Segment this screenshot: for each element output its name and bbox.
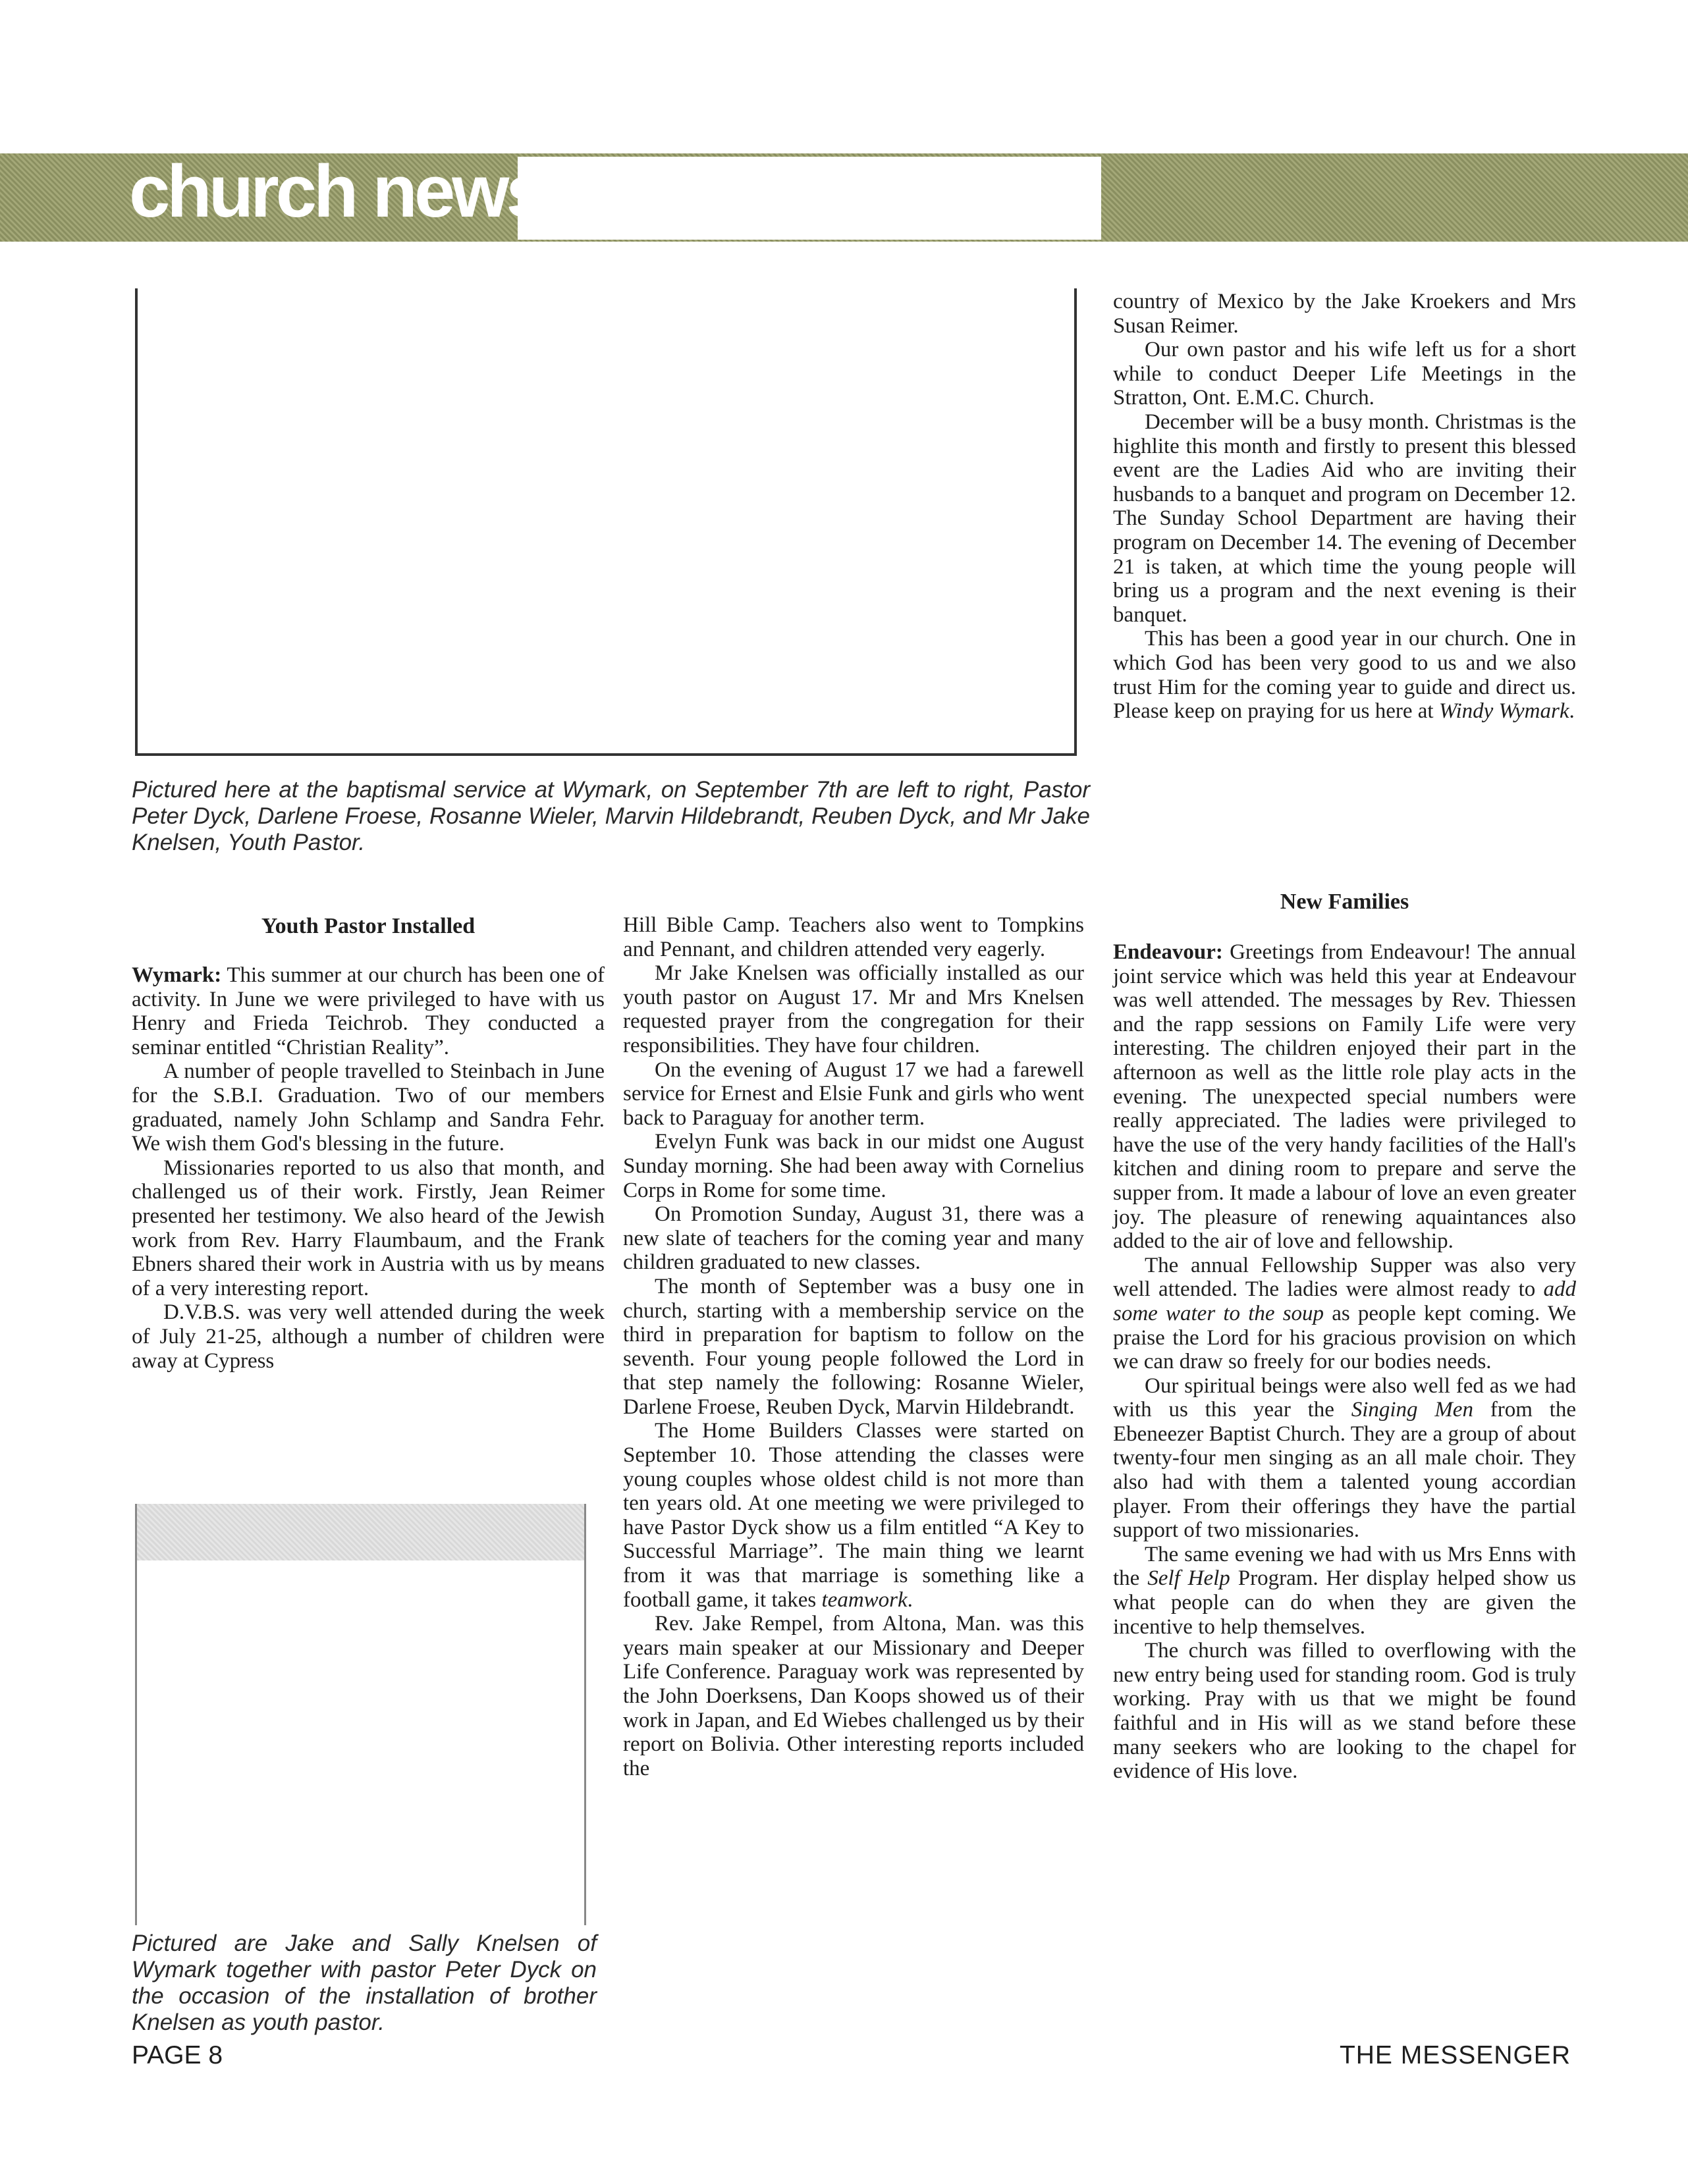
paragraph: Evelyn Funk was back in our midst one August Sunday morning. She had been away with Cornelius Corps in Rome for some time. (623, 1130, 1084, 1202)
paragraph: The same evening we had with us Mrs Enns with the Self Help Program. Her display helped show us what people can do when they are given the incentive to help themselves. (1113, 1542, 1577, 1639)
publication-name: THE MESSENGER (1339, 2041, 1571, 2069)
page-number: PAGE 8 (132, 2041, 223, 2069)
paragraph: The annual Fellowship Supper was also very well attended. The ladies were almost ready to add some water to the soup as people kept coming. We praise the Lord for his gracious provision on which we can draw so freely for our bodies needs. (1113, 1253, 1576, 1374)
paragraph: Hill Bible Camp. Teachers also went to Tompkins and Pennant, and children attended very eagerly. (623, 913, 1084, 961)
paragraph: The Home Builders Classes were started on September 10. Those attending the classes were young couples whose oldest child is not more than ten years old. At one meeting we were privileged to have Pastor Dyck show us a film entitled “A Key to Successful Marriage”. The main thing we learnt from it was that marriage is something like a football game, it takes teamwork. (623, 1419, 1084, 1612)
location-lead: Wymark: (132, 963, 222, 987)
baptism-photo (135, 288, 1077, 756)
paragraph: The church was filled to overflowing with the new entry being used for standing room. God is truly working. Pray with us that we might be found faithful and in His will as we stand before these many seekers who are looking to the chapel for evidence of His love. (1113, 1639, 1576, 1784)
baptism-photo-caption: Pictured here at the baptismal service at Wymark, on September 7th are left to right, Pastor Peter Dyck, Darlene Froese, Rosanne Wieler, Marvin Hildebrandt, Reuben Dyck, and Mr Jake Knelsen, Youth Pastor. (132, 777, 1090, 855)
column-1 (132, 913, 605, 1373)
paragraph: A number of people travelled to Steinbach in June for the S.B.I. Graduation. Two of our members graduated, namely John Schlamp and Sandra Fehr. We wish them God's blessing in the future. (132, 1059, 605, 1156)
article-heading-youth-pastor: Youth Pastor Installed (261, 914, 476, 938)
paragraph: Wymark: This summer at our church has been one of activity. In June we were privileged to have with us Henry and Frieda Teichrob. They conducted a seminar entitled “Christian Reality”. (132, 963, 605, 1059)
article-heading-new-families: New Families (1280, 890, 1409, 914)
paragraph: December will be a busy month. Christmas is the highlite this month and firstly to present this blessed event are the Ladies Aid who are inviting their husbands to a banquet and program on December 12. The Sunday School Department are having their program on December 14. The evening of December 21 is taken, at which time the young people will bring us a program and the next evening is their banquet. (1113, 410, 1576, 627)
paragraph: The month of September was a busy one in church, starting with a membership service on the third in preparation for baptism to follow on the seventh. Four young people followed the Lord in that step namely the following: Rosanne Wieler, Darlene Froese, Reuben Dyck, Marvin Hildebrandt. (623, 1274, 1084, 1419)
photo-top-strip (137, 1504, 584, 1560)
paragraph: Missionaries reported to us also that month, and challenged us of their work. Firstly, Jean Reimer presented her testimony. We also heard of the Jewish work from Rev. Harry Flaumbaum, and the Frank Ebners shared their work in Austria with us by means of a very interesting report. (132, 1156, 605, 1300)
header-white-panel (518, 157, 1101, 240)
location-lead: Endeavour: (1113, 940, 1223, 964)
paragraph: On Promotion Sunday, August 31, there was a new slate of teachers for the coming year and many children graduated to new classes. (623, 1202, 1084, 1275)
paragraph: Mr Jake Knelsen was officially installed as our youth pastor on August 17. Mr and Mrs Knelsen requested prayer from the congregation for their responsibilities. They have four children. (623, 961, 1084, 1057)
knelsen-photo (135, 1504, 586, 1925)
paragraph: Endeavour: Greetings from Endeavour! The annual joint service which was held this year at Endeavour was well attended. The messages by Rev. Thiessen and the rapp sessions on Family Life were very interesting. The children enjoyed their part in the afternoon as well as the little role play acts in the evening. The unexpected special numbers were really appreciated. The ladies were privileged to have the use of the very handy facilities of the Hall's kitchen and dining room to prepare and serve the supper from. It made a labour of love an even greater joy. The pleasure of renewing aquaintances also added to the air of love and fellowship. (1113, 940, 1576, 1254)
section-title: church news (129, 150, 544, 232)
paragraph: Rev. Jake Rempel, from Altona, Man. was this years main speaker at our Missionary and Deeper Life Conference. Paraguay work was represented by the John Doerksens, Dan Koops showed us of their work in Japan, and Ed Wiebes challenged us by their report on Bolivia. Other interesting reports included the (623, 1612, 1084, 1780)
paragraph: country of Mexico by the Jake Kroekers and Mrs Susan Reimer. (1113, 290, 1576, 338)
column-3 (1113, 889, 1576, 1784)
paragraph: Our own pastor and his wife left us for a short while to conduct Deeper Life Meetings in the Stratton, Ont. E.M.C. Church. (1113, 338, 1576, 410)
column-2 (623, 913, 1084, 1780)
knelsen-photo-caption: Pictured are Jake and Sally Knelsen of Wymark together with pastor Peter Dyck on the occasion of the installation of brother Knelsen as youth pastor. (132, 1931, 597, 2035)
column-3-top (1113, 290, 1576, 724)
paragraph: Our spiritual beings were also well fed as we had with us this year the Singing Men from the Ebeneezer Baptist Church. They are a group of about twenty-four men singing as an all male choir. They also had with them a talented young accordian player. From their offerings they have the partial support of two missionaries. (1113, 1373, 1576, 1543)
paragraph: D.V.B.S. was very well attended during the week of July 21-25, although a number of children were away at Cypress (132, 1300, 605, 1373)
paragraph: This has been a good year in our church. One in which God has been very good to us and we also trust Him for the coming year to guide and direct us. Please keep on praying for us here at Windy Wymark. (1113, 627, 1576, 724)
paragraph: On the evening of August 17 we had a farewell service for Ernest and Elsie Funk and girls who went back to Paraguay for another term. (623, 1057, 1084, 1130)
